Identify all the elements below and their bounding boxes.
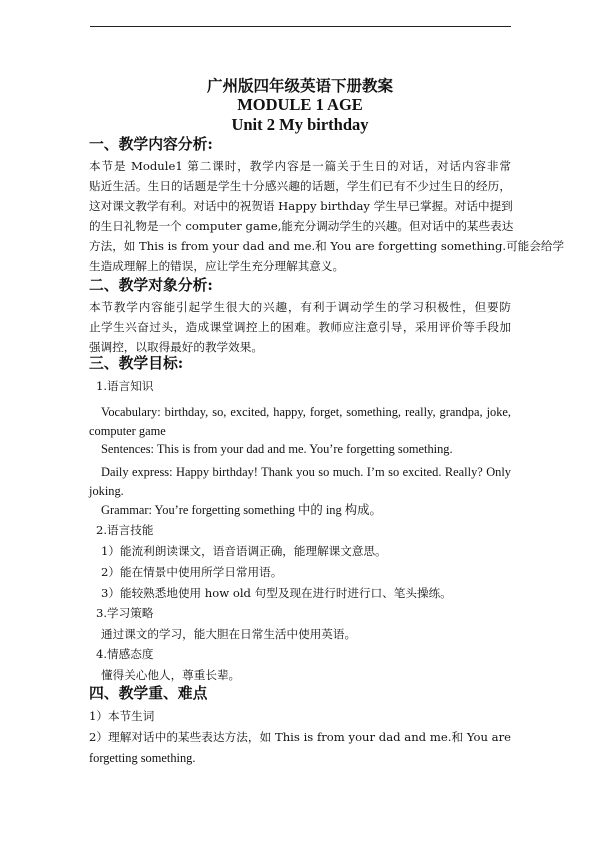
section2-line: 本节教学内容能引起学生很大的兴趣，有利于调动学生的学习积极性，但要防 [89, 300, 511, 314]
skills-item: 2）能在情景中使用所学日常用语。 [101, 565, 283, 579]
daily-express-line: Daily express: Happy birthday! Thank you so much. I’m so excited. Really? Only [101, 465, 511, 479]
document-title: 广州版四年级英语下册教案 [206, 76, 393, 95]
section4-heading: 四、教学重、难点 [89, 685, 208, 702]
unit-title: Unit 2 My birthday [231, 115, 369, 134]
section2-line: 止学生兴奋过头，造成课堂调控上的困难。教师应注意引导，采用评价等手段加 [89, 320, 511, 334]
grammar-line: Grammar: You’re forgetting something 中的 ing 构成。 [101, 503, 382, 517]
learning-strategy-text: 通过课文的学习，能大胆在日常生活中使用英语。 [101, 627, 357, 641]
section1-paragraph [89, 156, 565, 276]
section1-line: 这对课文教学有利。对话中的祝贺语 Happy birthday 学生早已掌握。对话中提到 [89, 199, 513, 213]
section1-line: 本节是 Module1 第二课时，教学内容是一篇关于生日的对话，对话内容非常 [89, 159, 511, 173]
learning-strategy-label: 3.学习策略 [96, 606, 154, 620]
section3-heading: 三、教学目标: [89, 355, 184, 372]
section2-line: 强调控，以取得最好的教学效果。 [89, 340, 263, 354]
section2-paragraph [89, 297, 511, 357]
skills-item: 1）能流利朗读课文，语音语调正确，能理解课文意思。 [101, 544, 387, 558]
section1-line: 生造成理解上的错误，应让学生充分理解其意义。 [89, 259, 345, 273]
language-knowledge-label: 1.语言知识 [96, 379, 154, 393]
emotion-attitude-label: 4.情感态度 [96, 647, 154, 661]
module-title: MODULE 1 AGE [237, 95, 363, 114]
key-point-item-continued: forgetting something. [89, 751, 196, 765]
sentences-line: Sentences: This is from your dad and me. You’re forgetting something. [101, 442, 453, 456]
section1-line: 方法，如 This is from your dad and me.和 You are forgetting something.可能会给学 [89, 239, 565, 253]
language-skills-label: 2.语言技能 [96, 523, 154, 537]
skills-item: 3）能较熟悉地使用 how old 句型及现在进行时进行口、笔头操练。 [101, 586, 452, 600]
section1-line: 的生日礼物是一个 computer game,能充分调动学生的兴趣。但对话中的某些表达 [89, 219, 514, 233]
key-point-item: 1）本节生词 [89, 709, 155, 723]
section1-heading: 一、教学内容分析: [89, 136, 213, 153]
top-rule [90, 26, 511, 27]
section1-line: 贴近生活。生日的话题是学生十分感兴趣的话题，学生们已有不少过生日的经历， [89, 179, 511, 193]
vocabulary-line: computer game [89, 424, 166, 438]
emotion-attitude-text: 懂得关心他人，尊重长辈。 [101, 668, 241, 682]
daily-express-line: joking. [89, 484, 124, 498]
key-point-item: 2）理解对话中的某些表达方法，如 This is from your dad and me.和 You are [89, 730, 511, 744]
section2-heading: 二、教学对象分析: [89, 277, 213, 294]
vocabulary-line: Vocabulary: birthday, so, excited, happy, forget, something, really, grandpa, joke, [101, 405, 511, 419]
